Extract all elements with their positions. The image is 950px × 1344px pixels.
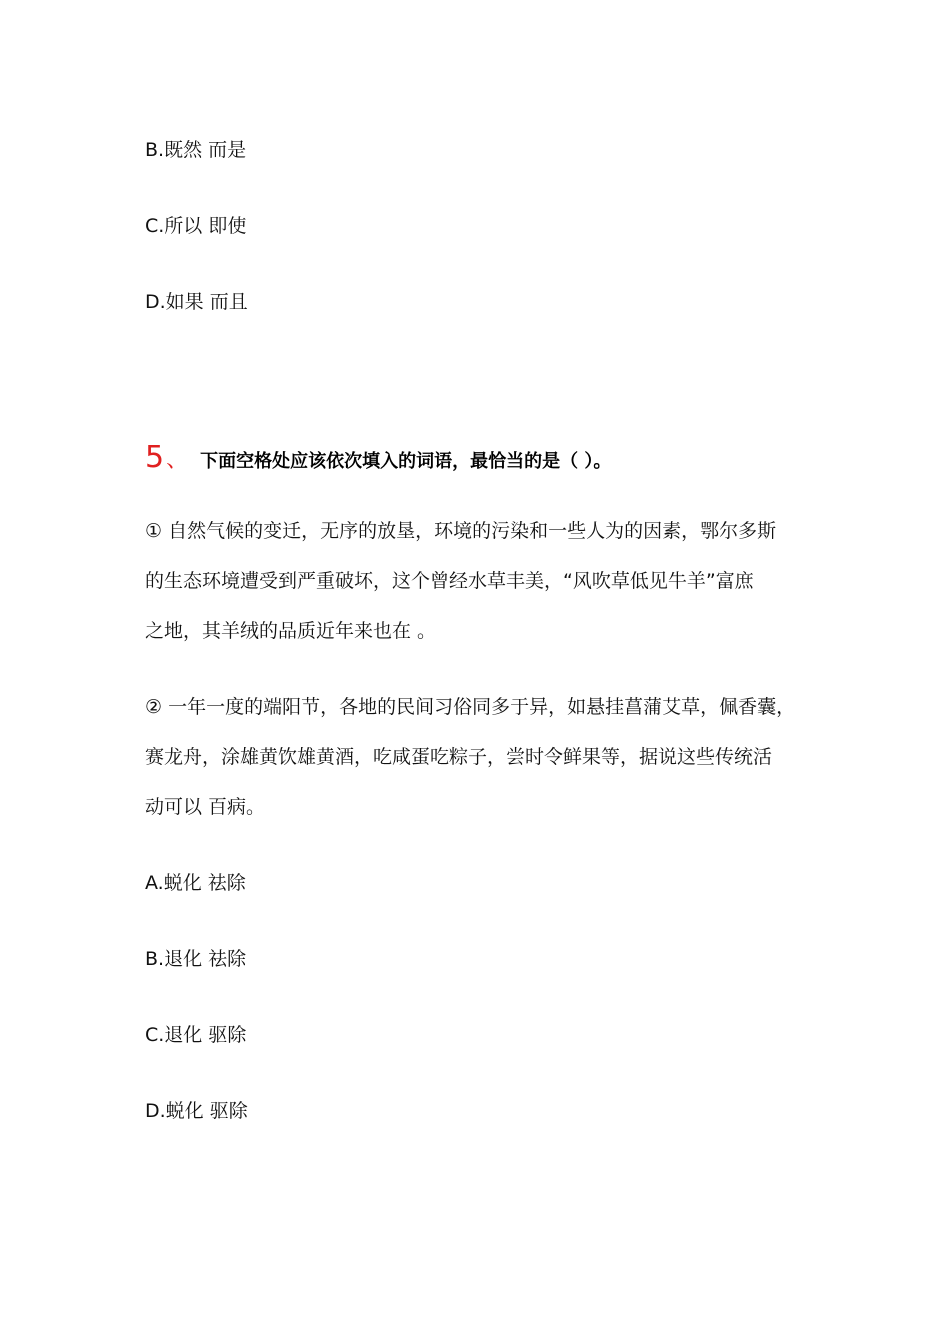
passage-1-line: 的生态环境遭受到严重破坏，这个曾经水草丰美，“风吹草低见牛羊”富庶	[145, 570, 754, 592]
option-d: D.如果 而且	[145, 291, 248, 313]
question-heading	[145, 440, 611, 476]
question-prompt: 下面空格处应该依次填入的词语，最恰当的是（ ）。	[200, 451, 612, 472]
passage-1-line: 之地，其羊绒的品质近年来也在 。	[145, 620, 437, 642]
passage-1-line: ① 自然气候的变迁，无序的放垦，环境的污染和一些人为的因素，鄂尔多斯	[145, 520, 777, 542]
passage-2-line: 动可以 百病。	[145, 796, 266, 818]
option-d: D.蜕化 驱除	[145, 1100, 248, 1122]
question-number-separator: 、	[166, 448, 189, 473]
option-b: B.退化 祛除	[145, 948, 247, 970]
passage-2-line: ② 一年一度的端阳节，各地的民间习俗同多于异，如悬挂菖蒲艾草，佩香囊，	[145, 696, 796, 718]
passage-2-line: 赛龙舟，涂雄黄饮雄黄酒，吃咸蛋吃粽子，尝时令鲜果等，据说这些传统活	[145, 746, 773, 768]
option-a: A.蜕化 祛除	[145, 872, 246, 894]
option-c: C.退化 驱除	[145, 1024, 247, 1046]
option-c: C.所以 即使	[145, 215, 247, 237]
option-b: B.既然 而是	[145, 139, 247, 161]
question-number: 5	[145, 440, 165, 475]
